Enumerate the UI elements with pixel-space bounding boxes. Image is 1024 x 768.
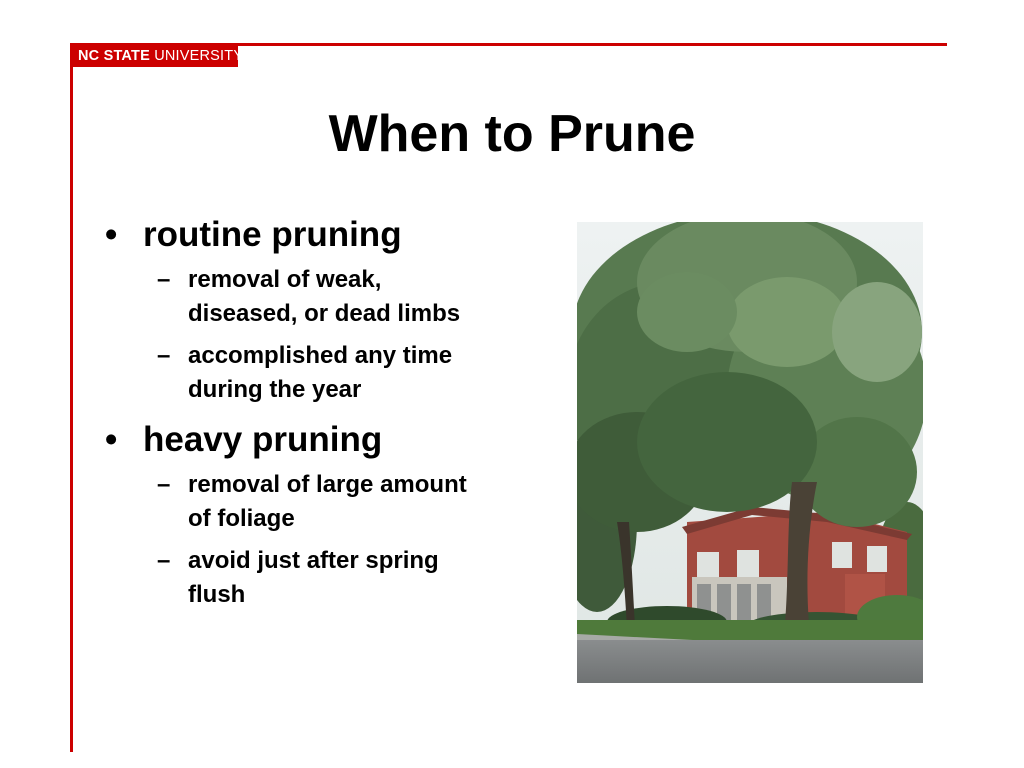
sub-bullet-label: removal of weak, diseased, or dead limbs — [188, 266, 461, 327]
bullet-list — [105, 212, 575, 622]
bullet-marker: • — [105, 420, 118, 459]
bullet-label: heavy pruning — [143, 420, 383, 459]
nc-state-logo — [73, 46, 244, 67]
sub-bullet-item — [105, 339, 488, 407]
slide-title: When to Prune — [328, 105, 696, 163]
sub-bullet-list — [105, 468, 575, 612]
bullet-item — [105, 417, 575, 463]
bullet-group-heavy — [105, 417, 575, 612]
tree-canopy — [577, 222, 923, 532]
sub-bullet-item — [105, 263, 488, 331]
bullet-group-routine — [105, 212, 575, 407]
brand-light-text: UNIVERSITY — [154, 48, 244, 64]
sub-bullet-label: removal of large amount of foliage — [188, 471, 467, 532]
bullet-item — [105, 212, 575, 258]
sub-bullet-label: accomplished any time during the year — [188, 342, 453, 403]
sub-bullet-item — [105, 544, 488, 612]
sub-bullet-item — [105, 468, 488, 536]
dash-marker: – — [157, 471, 171, 498]
sub-bullet-label: avoid just after spring flush — [188, 547, 439, 608]
dash-marker: – — [157, 547, 171, 574]
bullet-marker: • — [105, 215, 118, 254]
dash-marker: – — [157, 342, 171, 369]
tree-house-photo — [577, 222, 923, 683]
bullet-label: routine pruning — [143, 215, 402, 254]
brand-bold-text: NC STATE — [78, 48, 150, 64]
dash-marker: – — [157, 266, 171, 293]
sub-bullet-list — [105, 263, 575, 407]
